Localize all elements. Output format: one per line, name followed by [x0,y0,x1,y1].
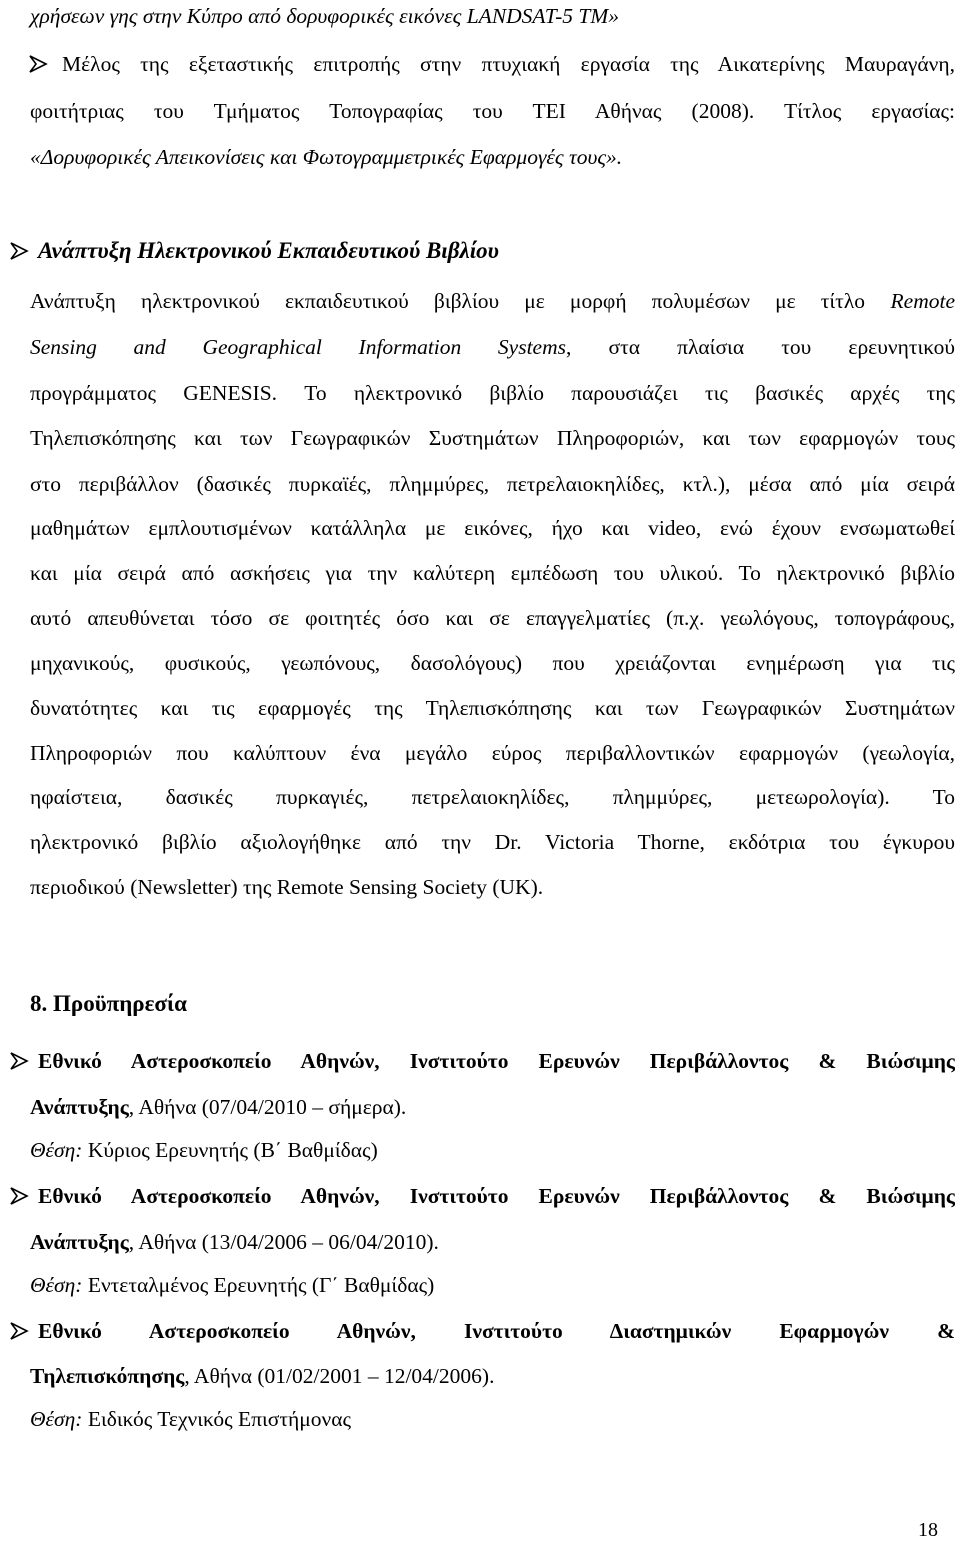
experience-1-org-line-1: Εθνικό Αστεροσκοπείο Αθηνών, Ινστιτούτο Ερευνών Περιβάλλοντος & Βιώσιμης [38,1049,955,1073]
ebook-para-line-10: δυνατότητες και τις εφαρμογές της Τηλεπισκόπησης και των Γεωγραφικών Συστημάτων [30,696,955,720]
ebook-para-line-7: και μία σειρά από ασκήσεις για την καλύτερη εμπέδωση του υλικού. Το ηλεκτρονικό βιβλίο [30,561,955,585]
experience-3-org-name-end: Τηλεπισκόπησης [30,1364,185,1388]
ebook-para-line-2 [30,333,955,361]
ebook-para-line-12: ηφαίστεια, δασικές πυρκαγιές, πετρελαιοκηλίδες, πλημμύρες, μετεωρολογία). Το [30,785,955,809]
experience-3-org-line-1: Εθνικό Αστεροσκοπείο Αθηνών, Ινστιτούτο Διαστημικών Εφαρμογών & [38,1319,955,1343]
ebook-para-line-8: αυτό απευθύνεται τόσο σε φοιτητές όσο και σε επαγγελματίες (π.χ. γεωλόγους, τοπογράφους, [30,606,955,630]
section-heading-experience: 8. Προϋπηρεσία [30,991,187,1016]
committee-text-line-2: φοιτήτριας του Τμήματος Τοπογραφίας του ΤΕΙ Αθήνας (2008). Τίτλος εργασίας: [30,99,955,123]
ebook-para-line-5: στο περιβάλλον (δασικές πυρκαϊές, πλημμύρες, πετρελαιοκηλίδες, κτλ.), μέσα από μία σειρά [30,472,955,496]
experience-1-position [30,1136,378,1164]
ebook-heading: Ανάπτυξη Ηλεκτρονικού Εκπαιδευτικού Βιβλίου [38,238,499,263]
position-value: Εντεταλμένος Ερευνητής (Γ΄ Βαθμίδας) [82,1273,435,1297]
ebook-line-2-text: , στα πλαίσια του ερευνητικού [566,335,955,359]
position-value: Ειδικός Τεχνικός Επιστήμονας [82,1407,352,1431]
arrow-bullet-icon [8,1050,30,1072]
ebook-line-1-title: Remote [890,289,955,313]
page-number: 18 [918,1519,938,1541]
ebook-para-line-14: περιοδικού (Newsletter) της Remote Sensing Society (UK). [30,875,544,899]
position-value: Κύριος Ερευνητής (Β΄ Βαθμίδας) [82,1138,378,1162]
experience-2-org-name-end: Ανάπτυξης [30,1230,129,1254]
arrow-bullet-icon [8,240,30,262]
continued-title-line: χρήσεων γης στην Κύπρο από δορυφορικές εικόνες LANDSAT-5 TM» [30,4,620,28]
arrow-bullet-icon [8,1320,30,1342]
committee-text-line-1: Μέλος της εξεταστικής επιτροπής στην πτυχιακή εργασία της Αικατερίνης Μαυραγάνη, [62,52,955,76]
experience-3-org-line-2 [30,1362,494,1390]
experience-3-position [30,1405,351,1433]
ebook-para-line-6: μαθημάτων εμπλουτισμένων κατάλληλα με εικόνες, ήχο και video, ενώ έχουν ενσωματωθεί [30,516,955,540]
experience-2-place-dates: , Αθήνα (13/04/2006 – 06/04/2010). [128,1230,439,1254]
arrow-bullet-icon [8,1185,30,1207]
ebook-line-1-text: Ανάπτυξη ηλεκτρονικού εκπαιδευτικού βιβλίου με μορφή πολυμέσων με τίτλο [30,289,865,313]
ebook-line-2-title: Sensing and Geographical Information Systems [30,335,566,359]
experience-3-place-dates: , Αθήνα (01/02/2001 – 12/04/2006). [184,1364,495,1388]
ebook-para-line-13: ηλεκτρονικό βιβλίο αξιολογήθηκε από την Dr. Victoria Thorne, εκδότρια του έγκυρου [30,830,955,854]
arrow-bullet-icon [27,53,49,75]
position-label: Θέση: [30,1273,83,1297]
committee-text-line-3: «Δορυφορικές Απεικονίσεις και Φωτογραμμετρικές Εφαρμογές τους». [30,145,623,169]
experience-2-position [30,1271,434,1299]
position-label: Θέση: [30,1138,83,1162]
ebook-para-line-11: Πληροφοριών που καλύπτουν ένα μεγάλο εύρος περιβαλλοντικών εφαρμογών (γεωλογία, [30,741,955,765]
ebook-para-line-1 [30,287,955,315]
experience-2-org-line-1: Εθνικό Αστεροσκοπείο Αθηνών, Ινστιτούτο Ερευνών Περιβάλλοντος & Βιώσιμης [38,1184,955,1208]
experience-1-org-line-2 [30,1093,406,1121]
ebook-para-line-4: Τηλεπισκόπησης και των Γεωγραφικών Συστημάτων Πληροφοριών, και των εφαρμογών τους [30,426,955,450]
ebook-para-line-3: προγράμματος GENESIS. Το ηλεκτρονικό βιβλίο παρουσιάζει τις βασικές αρχές της [30,381,955,405]
experience-2-org-line-2 [30,1228,439,1256]
ebook-para-line-9: μηχανικούς, φυσικούς, γεωπόνους, δασολόγους) που χρειάζονται ενημέρωση για τις [30,651,955,675]
position-label: Θέση: [30,1407,83,1431]
experience-1-org-name-end: Ανάπτυξης [30,1095,129,1119]
experience-1-place-dates: , Αθήνα (07/04/2010 – σήμερα). [128,1095,407,1119]
